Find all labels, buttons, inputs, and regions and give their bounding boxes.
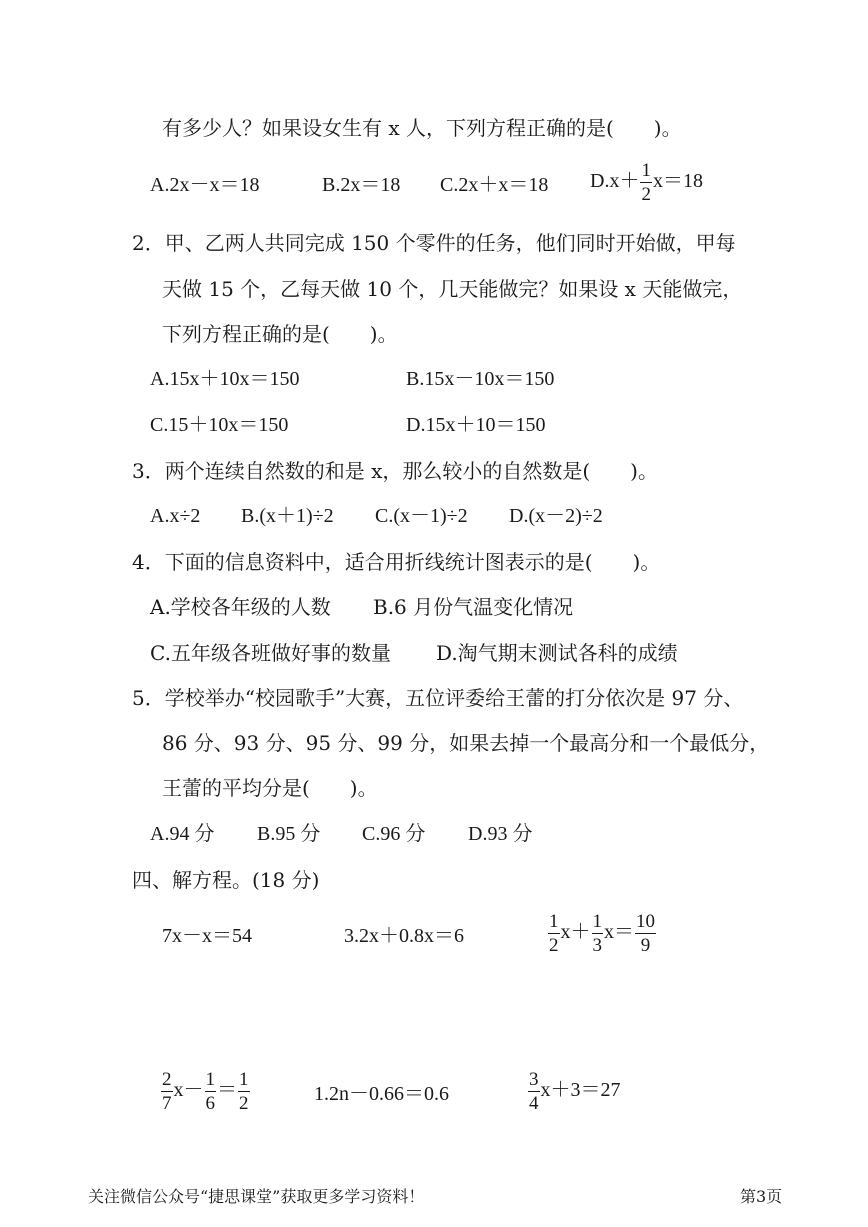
q4-option-a: A.学校各年级的人数 bbox=[150, 595, 331, 619]
fraction-denominator: 2 bbox=[549, 935, 559, 956]
section-title: 四、解方程。(18 分) bbox=[132, 868, 320, 892]
q2-line-2: 天做 15 个，乙每天做 10 个，几天能做完？如果设 x 天能做完， bbox=[162, 277, 743, 301]
q2-option-b: B.15x－10x＝150 bbox=[406, 368, 555, 390]
fraction bbox=[640, 161, 652, 204]
fraction-denominator: 3 bbox=[592, 935, 602, 956]
equation-operator: x－ bbox=[173, 1079, 204, 1102]
q5-option-a: A.94 分 bbox=[150, 823, 215, 845]
q2-option-d: D.15x＋10＝150 bbox=[406, 414, 546, 436]
fraction bbox=[592, 912, 604, 955]
fraction bbox=[161, 1070, 173, 1113]
q1-option-a: A.2x－x＝18 bbox=[150, 174, 260, 196]
fraction-denominator: 9 bbox=[640, 935, 651, 956]
equation-operator: ＝ bbox=[217, 1079, 237, 1102]
fraction-numerator: 1 bbox=[205, 1069, 215, 1090]
q2-line-1: 2．甲、乙两人共同完成 150 个零件的任务，他们同时开始做，甲每 bbox=[132, 231, 736, 255]
q4-option-c: C.五年级各班做好事的数量 bbox=[150, 641, 391, 665]
q1-option-d bbox=[590, 161, 703, 204]
q5-option-b: B.95 分 bbox=[257, 823, 321, 845]
fraction-denominator: 7 bbox=[162, 1093, 172, 1114]
equation-operator: x＋3＝27 bbox=[540, 1079, 621, 1102]
fraction bbox=[205, 1070, 217, 1113]
q1-option-d-suffix: x＝18 bbox=[652, 170, 703, 193]
q2-option-c: C.15＋10x＝150 bbox=[150, 414, 289, 436]
equation-4 bbox=[160, 1070, 251, 1113]
fraction-denominator: 2 bbox=[641, 184, 651, 205]
q4-line-1: 4．下面的信息资料中，适合用折线统计图表示的是( )。 bbox=[132, 550, 661, 574]
q5-line-3: 王蕾的平均分是( )。 bbox=[162, 776, 378, 800]
q5-line-2: 86 分、93 分、95 分、99 分，如果去掉一个最高分和一个最低分， bbox=[162, 731, 770, 755]
footer-promo-text: 关注微信公众号“捷思课堂”获取更多学习资料！ bbox=[88, 1187, 425, 1206]
q3-option-a: A.x÷2 bbox=[150, 505, 201, 527]
q5-line-1: 5．学校举办“校园歌手”大赛，五位评委给王蕾的打分依次是 97 分、 bbox=[132, 686, 744, 710]
q3-option-b: B.(x＋1)÷2 bbox=[241, 505, 334, 527]
q5-option-c: C.96 分 bbox=[362, 823, 426, 845]
fraction-numerator: 1 bbox=[641, 160, 651, 181]
equation-1: 7x－x＝54 bbox=[162, 925, 252, 947]
q1-option-b: B.2x＝18 bbox=[322, 174, 401, 196]
fraction-numerator: 10 bbox=[636, 911, 655, 932]
fraction bbox=[238, 1070, 250, 1113]
q4-option-b: B.6 月份气温变化情况 bbox=[373, 595, 574, 619]
fraction-numerator: 1 bbox=[549, 911, 559, 932]
equation-3 bbox=[547, 912, 657, 955]
equation-2: 3.2x＋0.8x＝6 bbox=[344, 925, 464, 947]
q3-line-1: 3．两个连续自然数的和是 x，那么较小的自然数是( )。 bbox=[132, 459, 658, 483]
q1-option-c: C.2x＋x＝18 bbox=[440, 174, 549, 196]
fraction-numerator: 1 bbox=[592, 911, 602, 932]
q3-option-c: C.(x－1)÷2 bbox=[375, 505, 468, 527]
fraction bbox=[528, 1070, 540, 1113]
q1-continuation-text: 有多少人？如果设女生有 x 人，下列方程正确的是( )。 bbox=[162, 116, 682, 140]
q4-option-d: D.淘气期末测试各科的成绩 bbox=[436, 641, 678, 665]
equation-operator: x＋ bbox=[560, 921, 591, 944]
equation-6 bbox=[527, 1070, 621, 1113]
fraction bbox=[548, 912, 560, 955]
fraction bbox=[635, 912, 656, 955]
equation-5: 1.2n－0.66＝0.6 bbox=[314, 1083, 449, 1105]
q3-option-d: D.(x－2)÷2 bbox=[509, 505, 603, 527]
equation-operator: x＝ bbox=[604, 921, 634, 944]
page-number: 第3页 bbox=[740, 1187, 783, 1206]
fraction-numerator: 2 bbox=[162, 1069, 172, 1090]
fraction-denominator: 6 bbox=[205, 1093, 215, 1114]
fraction-denominator: 4 bbox=[529, 1093, 539, 1114]
q2-option-a: A.15x＋10x＝150 bbox=[150, 368, 300, 390]
fraction-denominator: 2 bbox=[239, 1093, 249, 1114]
q2-line-3: 下列方程正确的是( )。 bbox=[162, 322, 398, 346]
q1-option-d-prefix: D.x＋ bbox=[590, 170, 640, 193]
q5-option-d: D.93 分 bbox=[468, 823, 533, 845]
fraction-numerator: 1 bbox=[239, 1069, 249, 1090]
fraction-numerator: 3 bbox=[529, 1069, 539, 1090]
